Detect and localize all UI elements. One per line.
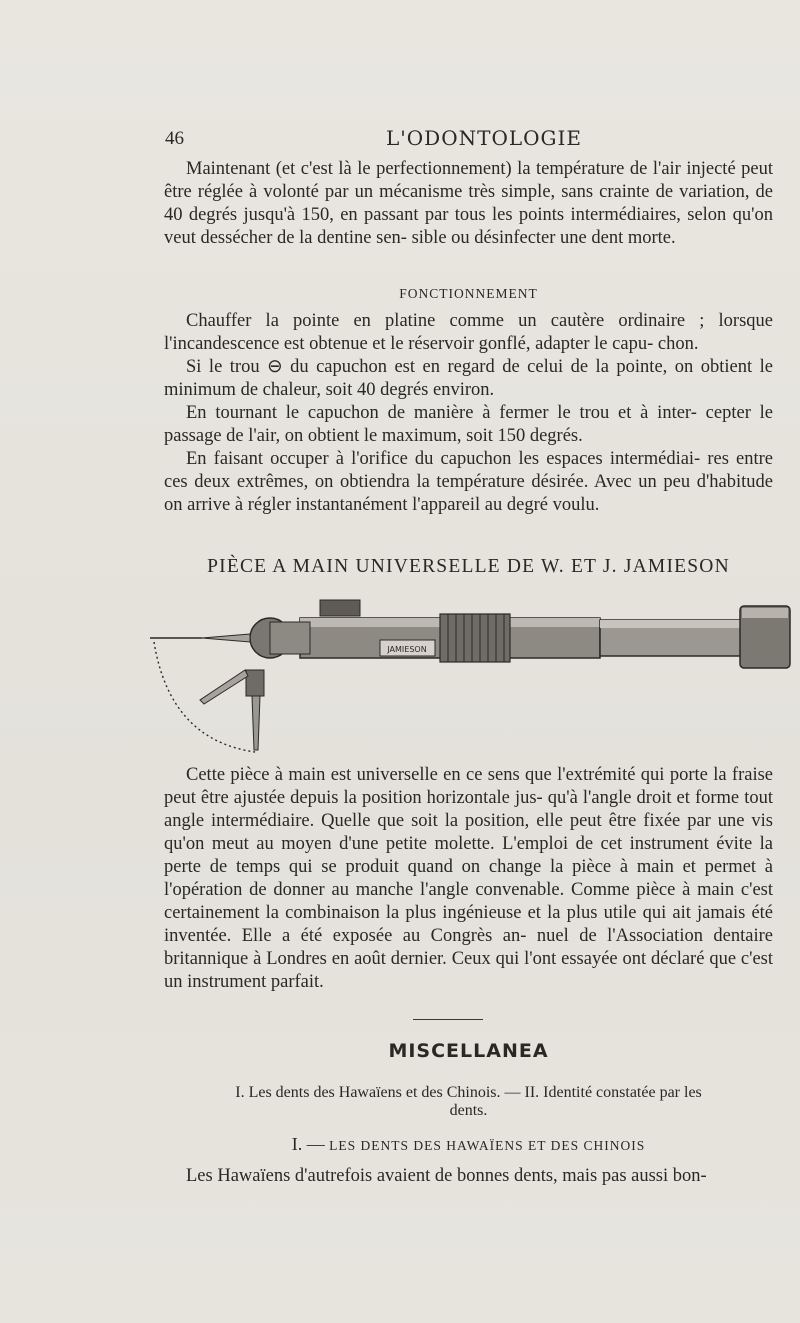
text-line: injecté peut être réglée à volonté par un mécanisme très simple, sans (164, 159, 774, 202)
subheading-numeral: I. — (291, 1134, 325, 1154)
text-line: res entre ces deux extrêmes, on obtiendra la température désirée. (164, 449, 774, 492)
text-line: au degré voulu. (484, 495, 600, 515)
subheading-hawaiens (164, 1134, 773, 1155)
instruction-paragraph (164, 310, 773, 356)
section-title-miscellanea: MISCELLANEA (388, 1040, 549, 1062)
angle-attachment (246, 670, 264, 696)
text-line: nuel de l'Association dentaire britannique à Londres en août dernier. (164, 926, 773, 969)
subheading-text: LES DENTS DES HAWAÏENS ET DES CHINOIS (329, 1138, 646, 1153)
text-line: chon. (657, 334, 699, 354)
knurled-collar (440, 614, 510, 662)
separator-rule (413, 1019, 483, 1020)
text-line: Maintenant (et c'est là le perfectionnement) la température de l'air (186, 159, 681, 179)
instructions-block (164, 310, 773, 517)
adjusting-wheel (320, 600, 360, 616)
text-line: obtient le minimum de chaleur, soit 40 degrés environ. (164, 357, 774, 400)
text-line: qu'à l'angle droit et forme tout angle intermédiaire. Quelle que soit (164, 788, 774, 831)
text-line: l'incandescence est obtenue et le réservoir gonflé, adapter le capu- (164, 334, 654, 354)
running-title: L'ODONTOLOGIE (386, 126, 582, 150)
text-line: temps qui se produit quand on change la pièce à main et permet à (235, 857, 774, 877)
summary-line: dents. (449, 1102, 488, 1119)
text-line: En faisant occuper à l'orifice du capuchon les espaces intermédiai- (186, 449, 701, 469)
summary-line: I. Les dents des Hawaïens et des Chinois. — II. Identité constatée par les (235, 1084, 702, 1101)
paragraph-text (164, 158, 773, 250)
page-number: 46 (165, 128, 184, 149)
paragraph-text (164, 764, 773, 994)
text-line: sible ou désinfecter une dent morte. (411, 228, 676, 248)
paragraph-hawaiens (164, 1165, 773, 1188)
text-line: Chauffer la pointe en platine comme un cautère ordinaire ; lorsque (186, 311, 773, 331)
paragraph-temperature (164, 158, 773, 250)
paragraph-description (164, 764, 773, 994)
handpiece-illustration (140, 590, 800, 760)
text-line: Les Hawaïens d'autrefois avaient de bonnes dents, mais pas aussi bon- (186, 1166, 707, 1186)
subheading-fonctionnement: FONCTIONNEMENT (399, 286, 538, 301)
instruction-paragraph (164, 402, 773, 448)
text-line: Ceux qui l'ont essayée ont déclaré que c'est un instrument parfait. (164, 949, 774, 992)
text-line: Si le trou ⊖ du capuchon est en regard de celui de la pointe, on (186, 357, 694, 377)
text-line: à main c'est certainement la combinaison la plus ingénieuse et la plus (164, 880, 773, 923)
instruction-paragraph (164, 448, 773, 517)
text-line: points intermédiaires, selon qu'on veut dessécher de la dentine sen- (164, 205, 773, 248)
section-title-jamieson: PIÈCE A MAIN UNIVERSELLE DE W. ET J. JAMIESON (207, 556, 730, 577)
text-line: porte la fraise peut être ajustée depuis la position horizontale jus- (164, 765, 774, 808)
nose-cone (202, 634, 250, 642)
text-line: d'une petite molette. L'emploi de cet instrument évite la perte de (164, 834, 774, 877)
page-header (165, 124, 773, 156)
instruction-paragraph (164, 356, 773, 402)
paragraph-text (164, 1165, 773, 1188)
text-line: crainte de variation, de 40 degrés jusqu'à 150, en passant par tous les (164, 182, 774, 225)
text-line: En tournant le capuchon de manière à fermer le trou et à inter- (186, 403, 697, 423)
text-line: la position, elle peut être fixée par une vis qu'on meut au moyen (164, 811, 773, 854)
text-line: utile qui ait jamais été inventée. Elle a été exposée au Congrès an- (164, 903, 774, 946)
text-line: Cette pièce à main est universelle en ce sens que l'extrémité qui (186, 765, 665, 785)
text-line: l'opération de donner au manche l'angle convenable. Comme pièce (164, 880, 676, 900)
text-line: cepter le passage de l'air, on obtient le maximum, soit 150 degrés. (164, 403, 773, 446)
text-line: Avec un peu d'habitude on arrive à régler instantanément l'appareil (164, 472, 773, 515)
engraved-label: JAMIESON (387, 645, 427, 654)
